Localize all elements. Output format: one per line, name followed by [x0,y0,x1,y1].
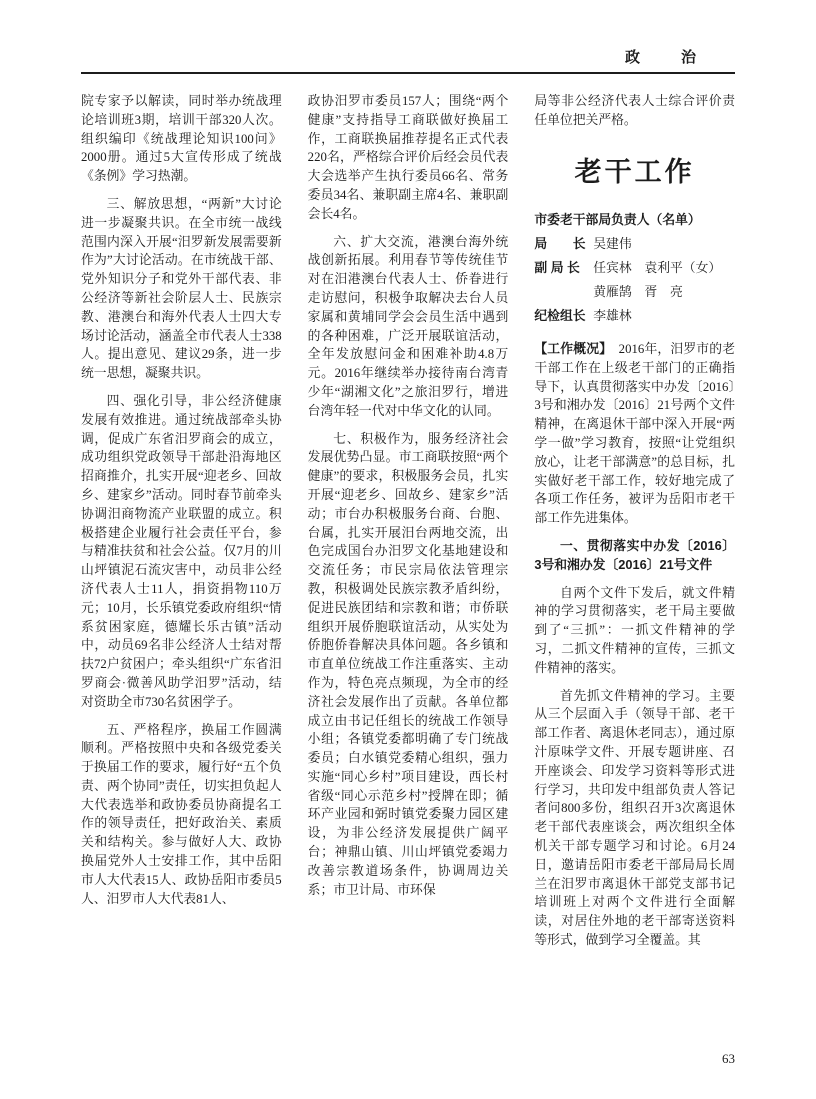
running-head: 政 治 [624,50,709,66]
page-number: 63 [722,1051,735,1066]
paragraph: 政协汨罗市委员157人；围绕“两个健康”支持指导工商联做好换届工作，工商联换届推荐提名正式代表220名，严格综合评价后经会员代表大会选举产生执行委员66名、常务委员34名、兼职副主席4名、兼职副会长4名。 [307,94,509,221]
column-2 [308,92,509,950]
header-rule [81,72,735,74]
roster-list [534,232,735,328]
roster-row [534,280,735,304]
subheading: 一、贯彻落实中办发〔2016〕3号和湘办发〔2016〕21号文件 [534,537,736,572]
roster-role-label: 局 长 [534,235,586,251]
overview-paragraph [534,340,735,528]
roster-role-label [534,280,593,304]
roster-person-name: 黄雁鹄 胥 亮 [593,284,683,299]
paragraph: 七、积极作为，服务经济社会发展优势凸显。市工商联按照“两个健康”的要求，积极服务会员，扎实开展“迎老乡、回故乡、建家乡”活动；市台办积极服务台商、台胞、台属，扎实开展汨台两地交流，出色完成国台办汨罗文化基地建设和交流任务；市民宗局依法管理宗教，积极调处民族宗教矛盾纠纷，促进民族团结和宗教和谐；市侨联组织开展侨胞联谊活动，从实处为侨胞侨眷解决具体问题。各乡镇和市直单位统战工作注重落实、主动作为，特色亮点频现，为全市的经济社会发展作出了贡献。各单位都成立由书记任组长的统战工作领导小组；各镇党委都明确了专门统战委员；白水镇党委精心组织，强力实施“同心乡村”项目建设，西长村省级“同心示范乡村”授牌在即；循环产业园和弼时镇党委聚力园区建设，为非公经济发展提供广阔平台；神鼎山镇、川山坪镇党委竭力改善宗教道场条件，协调周边关系；市卫计局、市环保 [307,431,509,897]
roster-person-name: 任宾林 袁利平（女） [593,260,722,275]
roster-row [534,304,735,328]
paragraph: 局等非公经济代表人士综合评价责任单位把关严格。 [534,94,736,127]
paragraph: 六、扩大交流，港澳台海外统战创新拓展。利用春节等传统佳节对在汨港澳台代表人士、侨眷进行走访慰问，积极争取解决去台人员家属和黄埔同学会会员生活中遇到的各种困难，广泛开展联谊活动，全年发放慰问金和困难补助4.8万元。2016年继续举办接待南台湾青少年“湖湘文化”之旅汨罗行，增进台湾年轻一代对中华文化的认同。 [307,234,509,418]
paragraph: 五、严格程序，换届工作圆满顺利。严格按照中央和各级党委关于换届工作的要求，履行好“五个负责、两个协同”责任，切实担负起人大代表选举和政协委员协商提名工作的领导责任，把好政治关、素质关和结构关。参与做好人大、政协换届党外人士安排工作，其中岳阳市人大代表15人、政协岳阳市委员5人、汨罗市人大代表81人、 [81,722,282,906]
paragraph: 四、强化引导，非公经济健康发展有效推进。通过统战部牵头协调，促成广东省汨罗商会的成立，成功组织党政领导干部赴沿海地区招商推介，扎实开展“迎老乡、回故乡、建家乡”活动。同时春节前牵头协调汨商物流产业联盟的成立。积极搭建企业履行社会责任平台，参与精准扶贫和社会公益。仅7月的川山坪镇泥石流灾害中，动员非公经济代表人士11人，捐资捐物110万元；10月，长乐镇党委政府组织“情系贫困家庭，德耀长乐古镇”活动中，动员69名非公经济人士结对帮扶72户贫困户；牵头组织“广东省汨罗商会·微善风助学汨罗”活动，结对资助全市730名贫困学子。 [81,393,282,709]
roster-person-name: 李雄林 [593,308,632,323]
overview-text: 2016年，汨罗市的老干部工作在上级老干部门的正确指导下，认真贯彻落实中办发〔2016〕3号和湘办发〔2016〕21号两个文件精神，在离退休干部中深入开展“两学一做”学习教育，按照“让党组织放心，让老干部满意”的总目标，扎实做好老干部工作，较好地完成了各项工作任务，被评为岳阳市老干部工作先进集体。 [534,341,736,526]
column-3 [534,92,735,950]
paragraph: 首先抓文件精神的学习。主要从三个层面入手（领导干部、老干部工作者、离退休老同志），通过原汁原味学文件、开展专题讲座、召开座谈会、印发学习资料等形式进行学习，共印发中组部负责人答记者问800多份，组织召开3次离退休老干部代表座谈会，两次组织全体机关干部专题学习和讨论。6月24日，邀请岳阳市委老干部局局长周兰在汨罗市离退休干部党支部书记培训班上对两个文件进行全面解读，对居住外地的老干部寄送资料等形式，做到学习全覆盖。其 [534,688,736,947]
page-content [81,92,735,950]
overview-label: 【工作概况】 [534,340,606,356]
roster-title: 市委老干部局负责人（名单） [534,211,701,227]
roster-person-name: 吴建伟 [593,236,632,251]
page-header [81,46,735,74]
section-title: 老干工作 [574,156,695,187]
roster-row [534,256,735,280]
paragraph: 自两个文件下发后，就文件精神的学习贯彻落实，老干局主要做到了“三抓”：一抓文件精神的学习，二抓文件精神的宣传，三抓文件精神的落实。 [534,585,736,675]
column-1 [81,92,282,950]
paragraph: 三、解放思想，“两新”大讨论进一步凝聚共识。在全市统一战线范围内深入开展“汨罗新发展需要新作为”大讨论活动。在市统战干部、党外知识分子和党外干部代表、非公经济等新社会阶层人士、民族宗教、港澳台和海外代表人士四大专场讨论活动，涵盖全市代表人士338人。提出意见、建议29条，进一步统一思想，凝聚共识。 [81,196,282,381]
roster-role-label: 纪检组长 [534,307,586,323]
roster-role-label: 副 局 长 [534,259,580,275]
paragraph: 院专家予以解读，同时举办统战理论培训班3期，培训干部320人次。组织编印《统战理论知识100问》2000册。通过5大宣传形成了统战《条例》学习热潮。 [81,94,282,184]
roster-row [534,232,735,256]
